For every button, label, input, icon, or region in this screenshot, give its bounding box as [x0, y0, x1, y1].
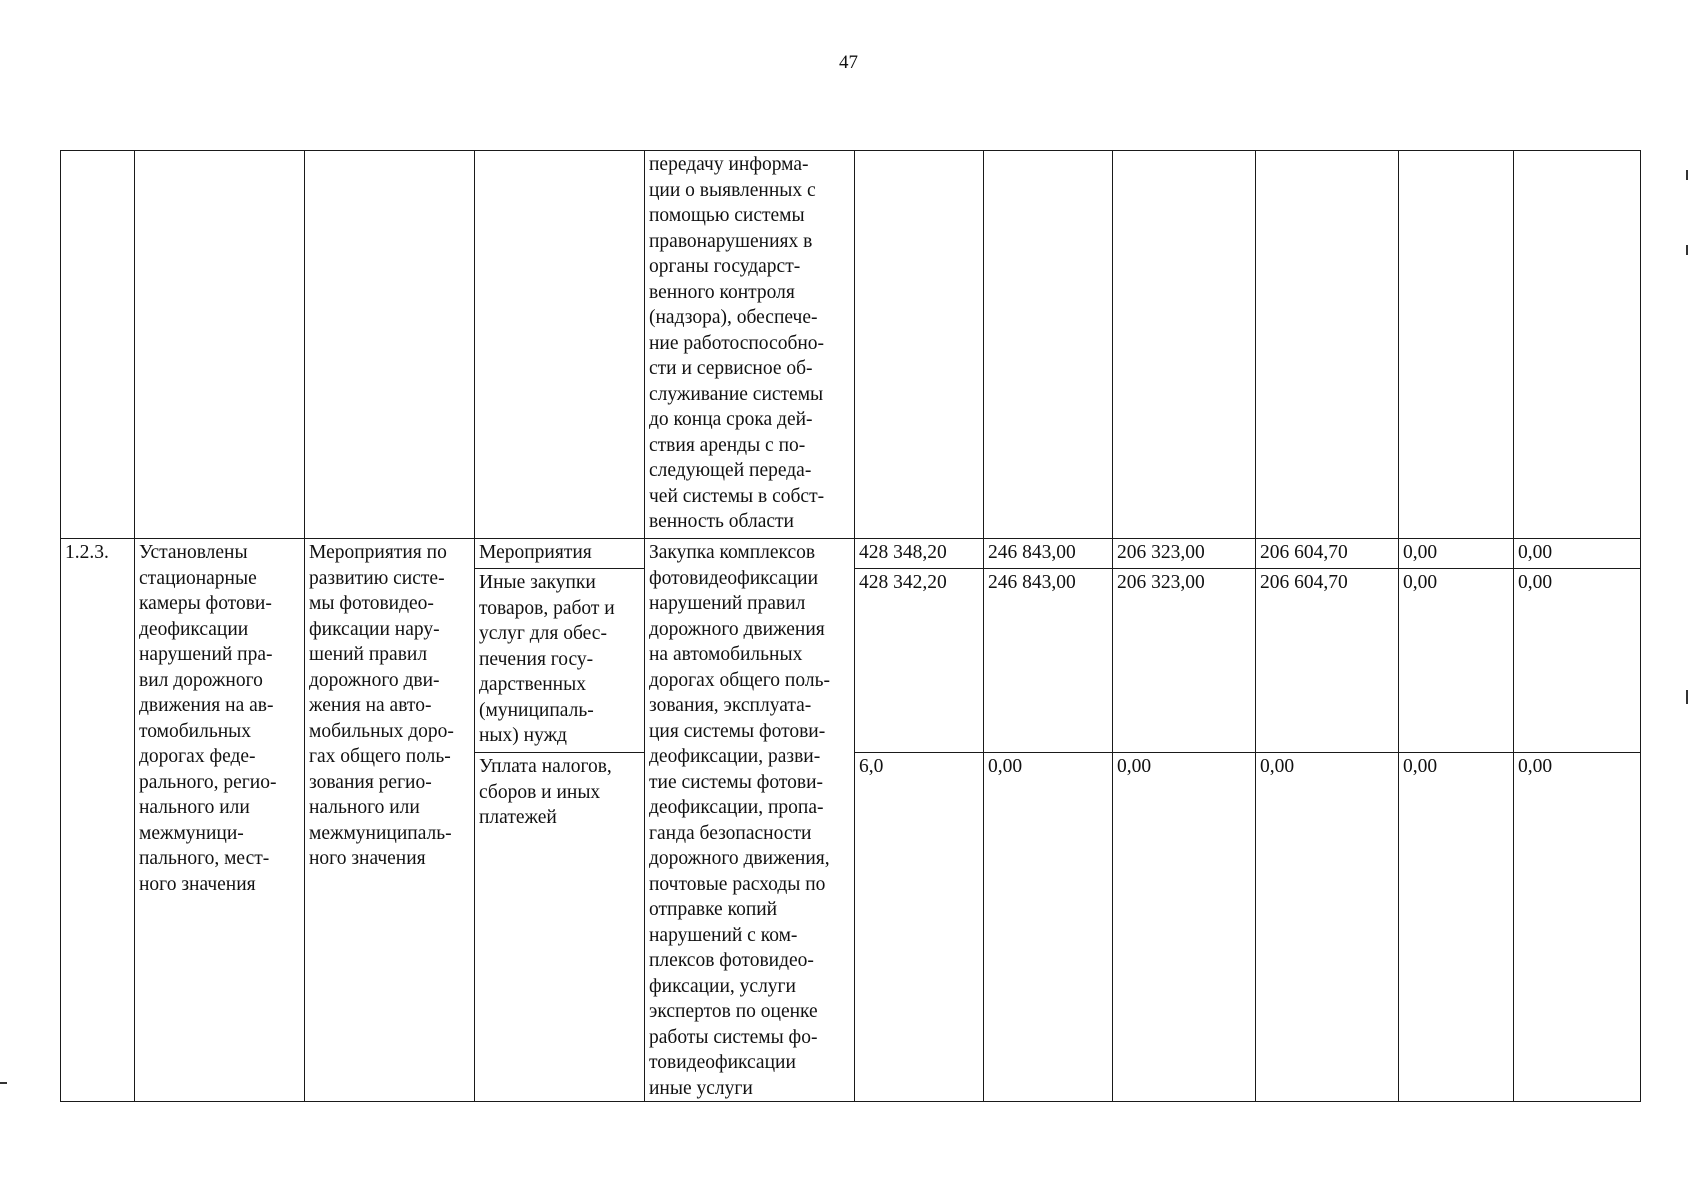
value-cell: 428 342,20 [855, 569, 984, 753]
expense-type [475, 569, 645, 753]
value-cell: 0,00 [1113, 753, 1256, 1102]
cell-value-1 [855, 151, 984, 539]
expense-type [475, 753, 645, 1102]
scan-edge-mark [1686, 245, 1688, 255]
continued-description: передачу информа- ции о выявленных с помощью системы правонарушениях в органы государст- венного контроля (надзора), обеспече- ние работоспособно- сти и сервисное об- служивание системы до конца срока дей- ствия аренды с по- следующей переда- чей системы в собст- венность области [649, 154, 825, 532]
scan-edge-mark [1686, 170, 1688, 180]
value-cell: 0,00 [1399, 569, 1514, 753]
value-cell: 428 348,20 [855, 539, 984, 569]
value-cell: 0,00 [1399, 753, 1514, 1102]
value-cell: 0,00 [984, 753, 1113, 1102]
page-number: 47 [839, 52, 858, 73]
value-cell: 246 843,00 [984, 569, 1113, 753]
expense-type [475, 539, 645, 569]
item-description [645, 539, 855, 1102]
item-activity [305, 539, 475, 1102]
cell-activity [305, 151, 475, 539]
value-cell: 0,00 [1514, 753, 1641, 1102]
cell-description [645, 151, 855, 539]
cell-result [135, 151, 305, 539]
cell-value-2 [984, 151, 1113, 539]
item-number [61, 539, 135, 1102]
cell-expense-type [475, 151, 645, 539]
value-cell: 6,0 [855, 753, 984, 1102]
value-cell: 206 604,70 [1256, 539, 1399, 569]
item-result-text: Установлены стационарные камеры фотови- деофиксации нарушений пра- вил дорожного движения на ав- томобильных дорогах феде- рального, регио- нального или межмуници- пального, мест- ного значения [139, 542, 277, 895]
cell-value-5 [1399, 151, 1514, 539]
expense-type-text: Уплата налогов, сборов и иных платежей [479, 756, 612, 829]
value-cell: 0,00 [1399, 539, 1514, 569]
value-cell: 206 323,00 [1113, 569, 1256, 753]
scan-edge-mark [1686, 690, 1688, 704]
value-cell: 206 604,70 [1256, 569, 1399, 753]
item-activity-text: Мероприятия по развитию систе- мы фотовидео- фиксации нару- шений правил дорожного дви- жения на авто- мобильных доро- гах общего поль- зования регио- нального или межмуниципаль- ного значения [309, 542, 454, 869]
scan-edge-mark [0, 1082, 7, 1084]
value-cell: 246 843,00 [984, 539, 1113, 569]
value-cell: 0,00 [1514, 539, 1641, 569]
value-cell: 0,00 [1256, 753, 1399, 1102]
value-cell: 206 323,00 [1113, 539, 1256, 569]
table-row-continuation [61, 151, 1641, 539]
expense-type-text: Мероприятия [479, 542, 592, 563]
cell-value-4 [1256, 151, 1399, 539]
item-number-text: 1.2.3. [65, 542, 109, 563]
cell-value-6 [1514, 151, 1641, 539]
table-row-activities-total [61, 539, 1641, 569]
item-description-text: Закупка комплексов фотовидеофиксации нарушений правил дорожного движения на автомобильных дорогах общего поль- зования, эксплуата- ция системы фотови- деофиксации, разви- тие системы фотови- деофиксации, пропа- ганда безопасности дорожного движения, почтовые расходы по отправке копий нарушений с ком- плексов фотовидео- фиксации, услуги экспертов по оценке работы системы фо- товидеофиксации иные услуги [649, 542, 830, 1099]
cell-value-3 [1113, 151, 1256, 539]
item-result [135, 539, 305, 1102]
value-cell: 0,00 [1514, 569, 1641, 753]
cell-number [61, 151, 135, 539]
expense-type-text: Иные закупки товаров, работ и услуг для обес- печения госу- дарственных (муниципаль- ных) нужд [479, 572, 615, 747]
budget-table [60, 150, 1641, 1102]
